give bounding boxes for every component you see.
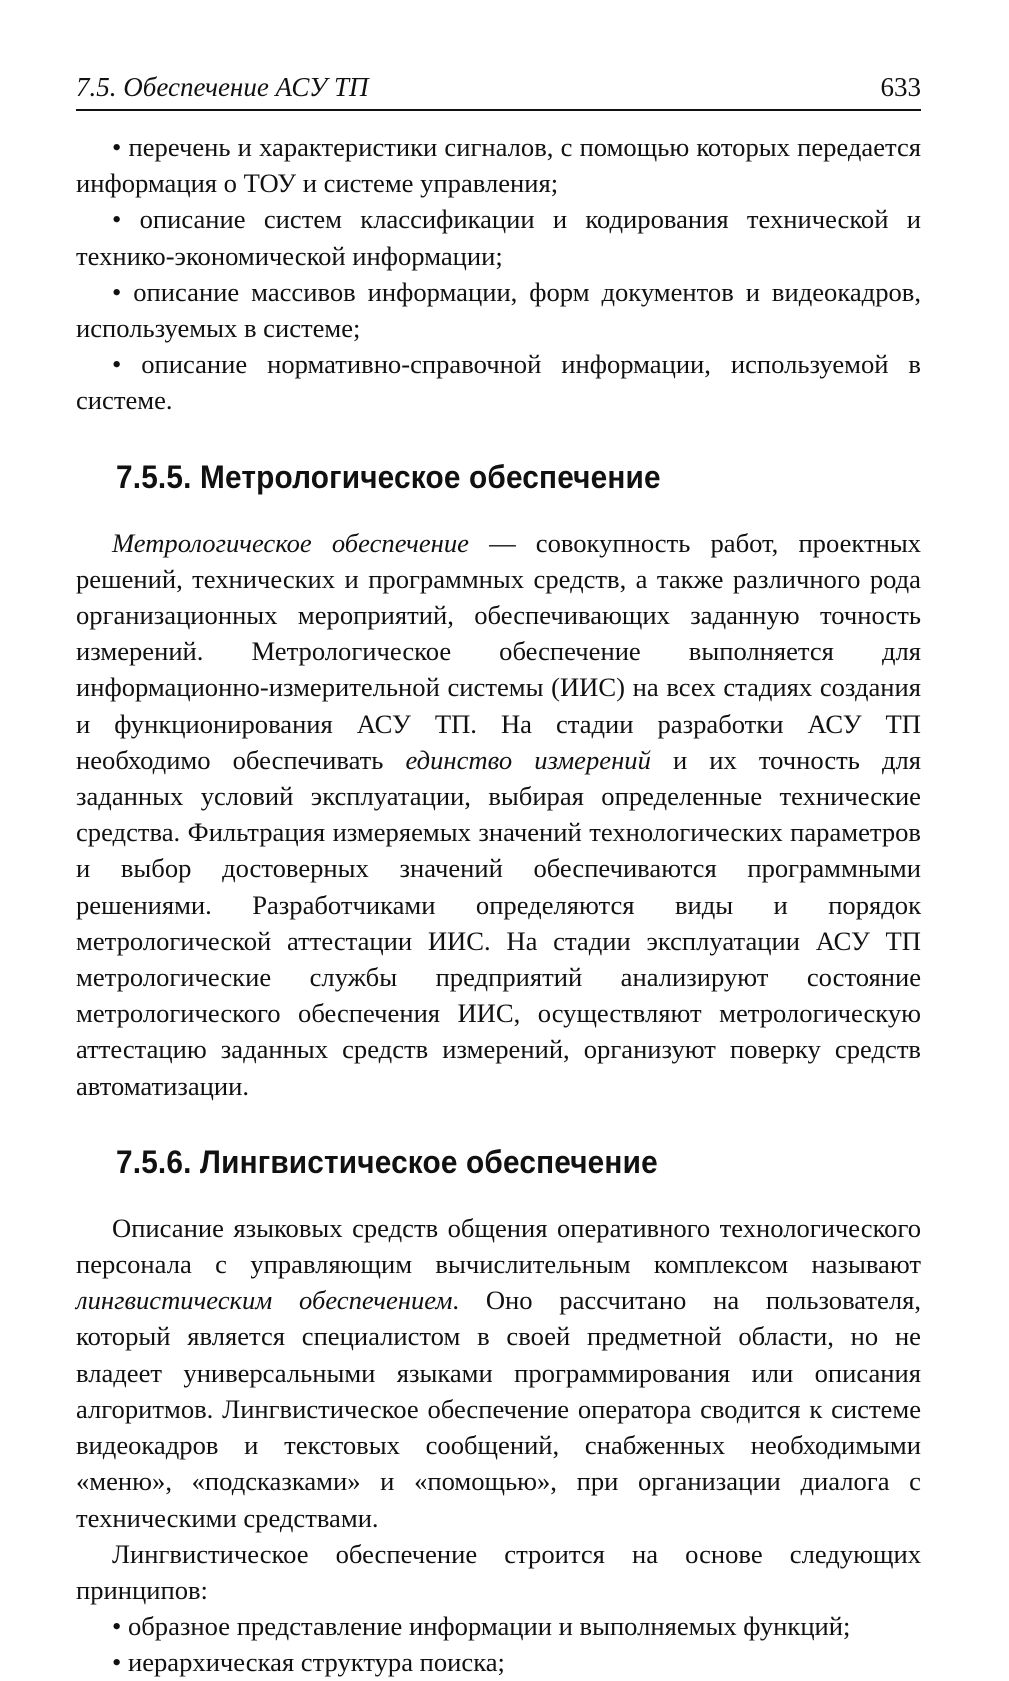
term-linguistic-support: лингвистическим обеспечением	[76, 1285, 453, 1316]
section-heading-756: 7.5.6. Лингвистическое обеспечение	[116, 1143, 658, 1180]
list-item: • перечень и характеристики сигналов, с помощью которых передается информация о ТОУ и системе управления;	[76, 132, 921, 199]
list-item: • описание систем классификации и кодирования технической и технико-экономической информации;	[76, 204, 921, 271]
list-item: • образное представление информации и выполняемых функций;	[112, 1611, 851, 1642]
paragraph-text: — совокупность работ, проектных решений, технических и программных средств, а также различного рода организационных мероприятий, обеспечивающих заданную точность измерений. Метрологическое обеспечение выполняется для информационно-измерительной системы (ИИС) на всех стадиях создания и функционирования АСУ ТП. На стадии разработки АСУ ТП необходимо обеспечивать	[76, 527, 921, 775]
term-unity-of-measurement: единство измерений	[405, 744, 651, 775]
paragraph-text: и их точность для заданных условий эксплуатации, выбирая определенные технические средства. Фильтрация измеряемых значений технологических параметров и выбор достоверных значений обеспечиваются программными решениями. Разработчиками определяются виды и порядок метрологической аттестации ИИС. На стадии эксплуатации АСУ ТП метрологические службы предприятий анализируют состояние метрологического обеспечения ИИС, осуществляют метрологическую аттестацию заданных средств измерений, организуют поверку средств автоматизации.	[76, 744, 922, 1101]
paragraph-metrology	[76, 525, 921, 1104]
list-item: • описание массивов информации, форм документов и видеокадров, используемых в системе;	[76, 276, 921, 344]
book-page	[76, 72, 921, 1681]
running-header	[76, 72, 921, 111]
top-bullet-list	[76, 129, 921, 419]
paragraph-linguistic	[76, 1210, 921, 1536]
page-number: 633	[880, 72, 921, 102]
page-content	[76, 129, 921, 1681]
paragraph-text: Описание языковых средств общения оперативного технологического персонала с управляющим вычислительным комплексом называют	[76, 1212, 921, 1280]
principles-bullet-list	[76, 1608, 921, 1680]
term-metrology: Метрологическое обеспечение	[112, 527, 469, 558]
section-heading-755: 7.5.5. Метрологическое обеспечение	[116, 458, 661, 495]
list-item: • иерархическая структура поиска;	[112, 1647, 505, 1678]
list-item: • описание нормативно-справочной информации, используемой в системе.	[76, 349, 921, 416]
paragraph-principles: Лингвистическое обеспечение строится на основе следующих принципов:	[76, 1538, 921, 1605]
paragraph-text: . Оно рассчитано на пользователя, который является специалистом в своей предметной области, но не владеет универсальными языками программирования или описания алгоритмов. Лингвистическое обеспечение оператора сводится к системе видеокадров и текстовых сообщений, снабженных необходимыми «меню», «подсказками» и «помощью», при организации диалога с техническими средствами.	[76, 1285, 921, 1533]
running-header-title: 7.5. Обеспечение АСУ ТП	[76, 72, 369, 102]
